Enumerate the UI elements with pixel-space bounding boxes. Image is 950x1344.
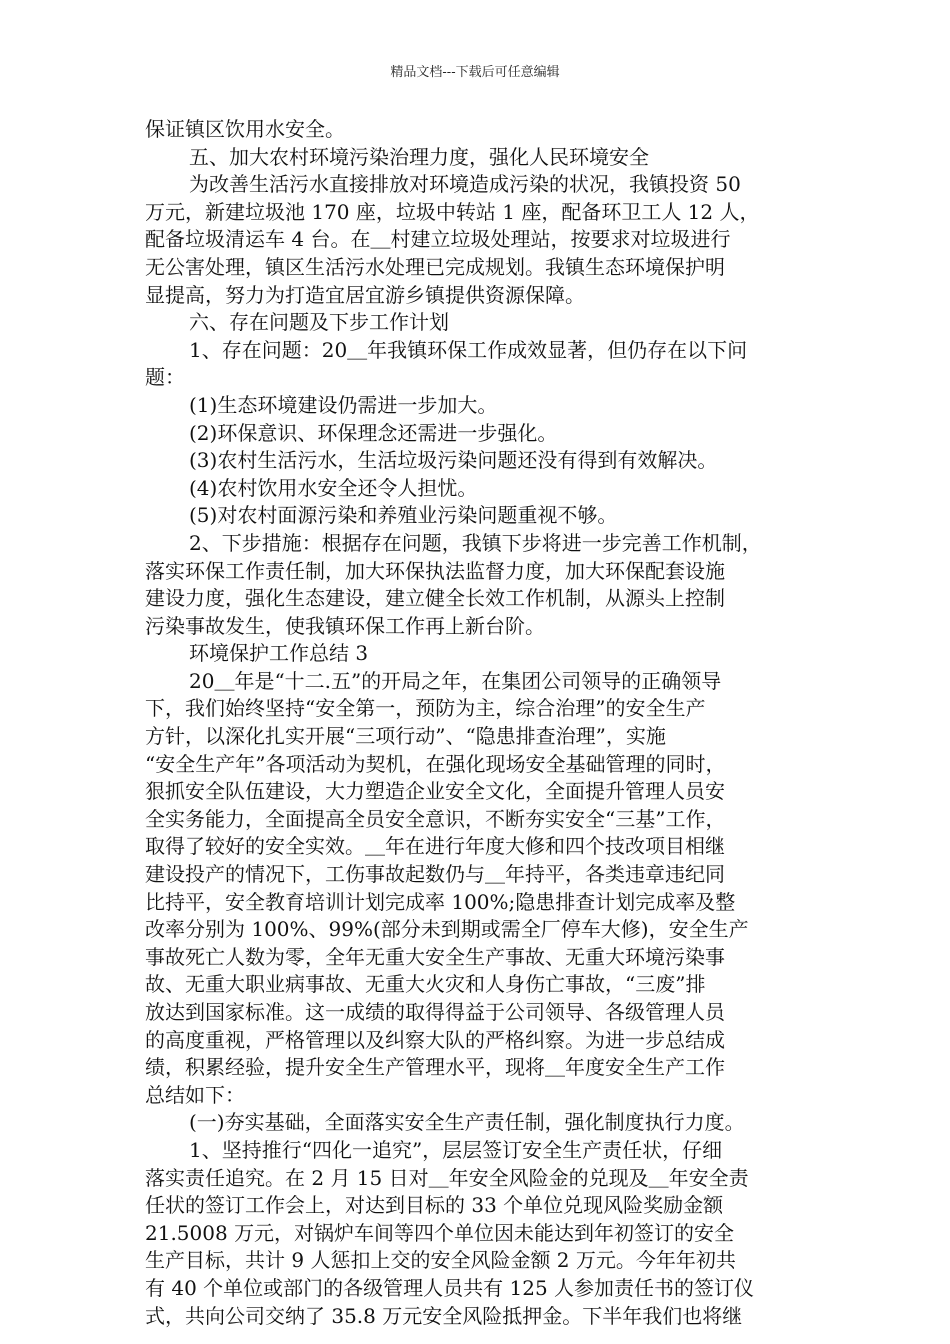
- text-line: 取得了较好的安全实效。＿年在进行年度大修和四个技改项目相继: [145, 834, 725, 859]
- text-line: 建设力度，强化生态建设，建立健全长效工作机制，从源头上控制: [145, 586, 725, 611]
- text-line: 改率分别为 100%、99%(部分未到期或需全厂停车大修)，安全生产: [145, 917, 749, 942]
- text-line: (一)夯实基础，全面落实安全生产责任制，强化制度执行力度。: [189, 1110, 745, 1135]
- text-line: “安全生产年”各项活动为契机，在强化现场安全基础管理的同时，: [145, 751, 726, 776]
- text-line: 全实务能力，全面提高全员安全意识，不断夯实安全“三基”工作，: [145, 806, 726, 831]
- text-line: 六、存在问题及下步工作计划: [189, 310, 449, 335]
- text-line: 配备垃圾清运车 4 台。在＿村建立垃圾处理站，按要求对垃圾进行: [145, 227, 731, 252]
- text-line: 比持平，安全教育培训计划完成率 100%;隐患排查计划完成率及整: [145, 889, 736, 914]
- text-line: 放达到国家标准。这一成绩的取得得益于公司领导、各级管理人员: [145, 1000, 725, 1024]
- text-line: 无公害处理，镇区生活污水处理已完成规划。我镇生态环境保护明: [145, 254, 725, 279]
- text-line: 绩，积累经验，提升安全生产管理水平，现将＿年度安全生产工作: [145, 1055, 725, 1080]
- page-header: 精品文档---下载后可任意编辑: [390, 65, 560, 80]
- text-line: 下，我们始终坚持“安全第一，预防为主，综合治理”的安全生产: [145, 696, 706, 721]
- text-line: 落实责任追究。在 2 月 15 日对＿年安全风险金的兑现及＿年安全责: [145, 1165, 749, 1190]
- text-line: 式，共向公司交纳了 35.8 万元安全风险抵押金。下半年我们也将继: [145, 1303, 743, 1328]
- text-line: 生产目标，共计 9 人惩扣上交的安全风险金额 2 万元。今年年初共: [145, 1248, 736, 1273]
- text-line: 1、存在问题：20＿年我镇环保工作成效显著，但仍存在以下问: [189, 337, 748, 362]
- text-line: 的高度重视，严格管理以及纠察大队的严格纠察。为进一步总结成: [145, 1027, 725, 1052]
- text-line: 21.5008 万元，对锅炉车间等四个单位因未能达到年初签订的安全: [145, 1220, 735, 1245]
- text-line: 2、下步措施：根据存在问题，我镇下步将进一步完善工作机制，: [189, 530, 762, 555]
- text-line: 方针，以深化扎实开展“三项行动”、“隐患排查治理”，实施: [145, 724, 666, 749]
- text-line: 总结如下：: [145, 1082, 245, 1107]
- text-line: 事故死亡人数为零，全年无重大安全生产事故、无重大环境污染事: [145, 944, 725, 969]
- document-body: [145, 116, 809, 1330]
- text-line: 1、坚持推行“四化一追究”，层层签订安全生产责任状，仔细: [189, 1137, 723, 1162]
- text-line: 五、加大农村环境污染治理力度，强化人民环境安全: [189, 144, 649, 169]
- text-line: 落实环保工作责任制，加大环保执法监督力度，加大环保配套设施: [145, 558, 725, 583]
- text-line: 污染事故发生，使我镇环保工作再上新台阶。: [145, 613, 545, 638]
- text-line: (4)农村饮用水安全还令人担忧。: [189, 475, 478, 500]
- text-line: 保证镇区饮用水安全。: [145, 117, 345, 141]
- text-line: (3)农村生活污水，生活垃圾污染问题还没有得到有效解决。: [189, 448, 718, 473]
- text-line: (2)环保意识、环保理念还需进一步强化。: [189, 420, 558, 445]
- text-line: 任状的签订工作会上，对达到目标的 33 个单位兑现风险奖励金额: [145, 1193, 724, 1218]
- text-line: 为改善生活污水直接排放对环境造成污染的状况，我镇投资 50: [189, 172, 741, 197]
- text-line: (1)生态环境建设仍需进一步加大。: [189, 392, 498, 417]
- text-line: 狠抓安全队伍建设，大力塑造企业安全文化，全面提升管理人员安: [145, 779, 725, 804]
- text-line: 建设投产的情况下，工伤事故起数仍与＿年持平，各类违章违纪同: [145, 862, 725, 887]
- text-line: 有 40 个单位或部门的各级管理人员共有 125 人参加责任书的签订仪: [145, 1275, 755, 1300]
- text-line: 故、无重大职业病事故、无重大火灾和人身伤亡事故，“三废”排: [145, 972, 706, 997]
- text-line: 20＿年是“十二.五”的开局之年，在集团公司领导的正确领导: [189, 668, 722, 693]
- text-line: 题：: [145, 365, 185, 390]
- text-line: 显提高，努力为打造宜居宜游乡镇提供资源保障。: [145, 282, 585, 307]
- text-line: (5)对农村面源污染和养殖业污染问题重视不够。: [189, 503, 618, 528]
- text-line: 环境保护工作总结 3: [189, 641, 369, 666]
- text-line: 万元，新建垃圾池 170 座，垃圾中转站 1 座，配备环卫工人 12 人，: [145, 199, 760, 224]
